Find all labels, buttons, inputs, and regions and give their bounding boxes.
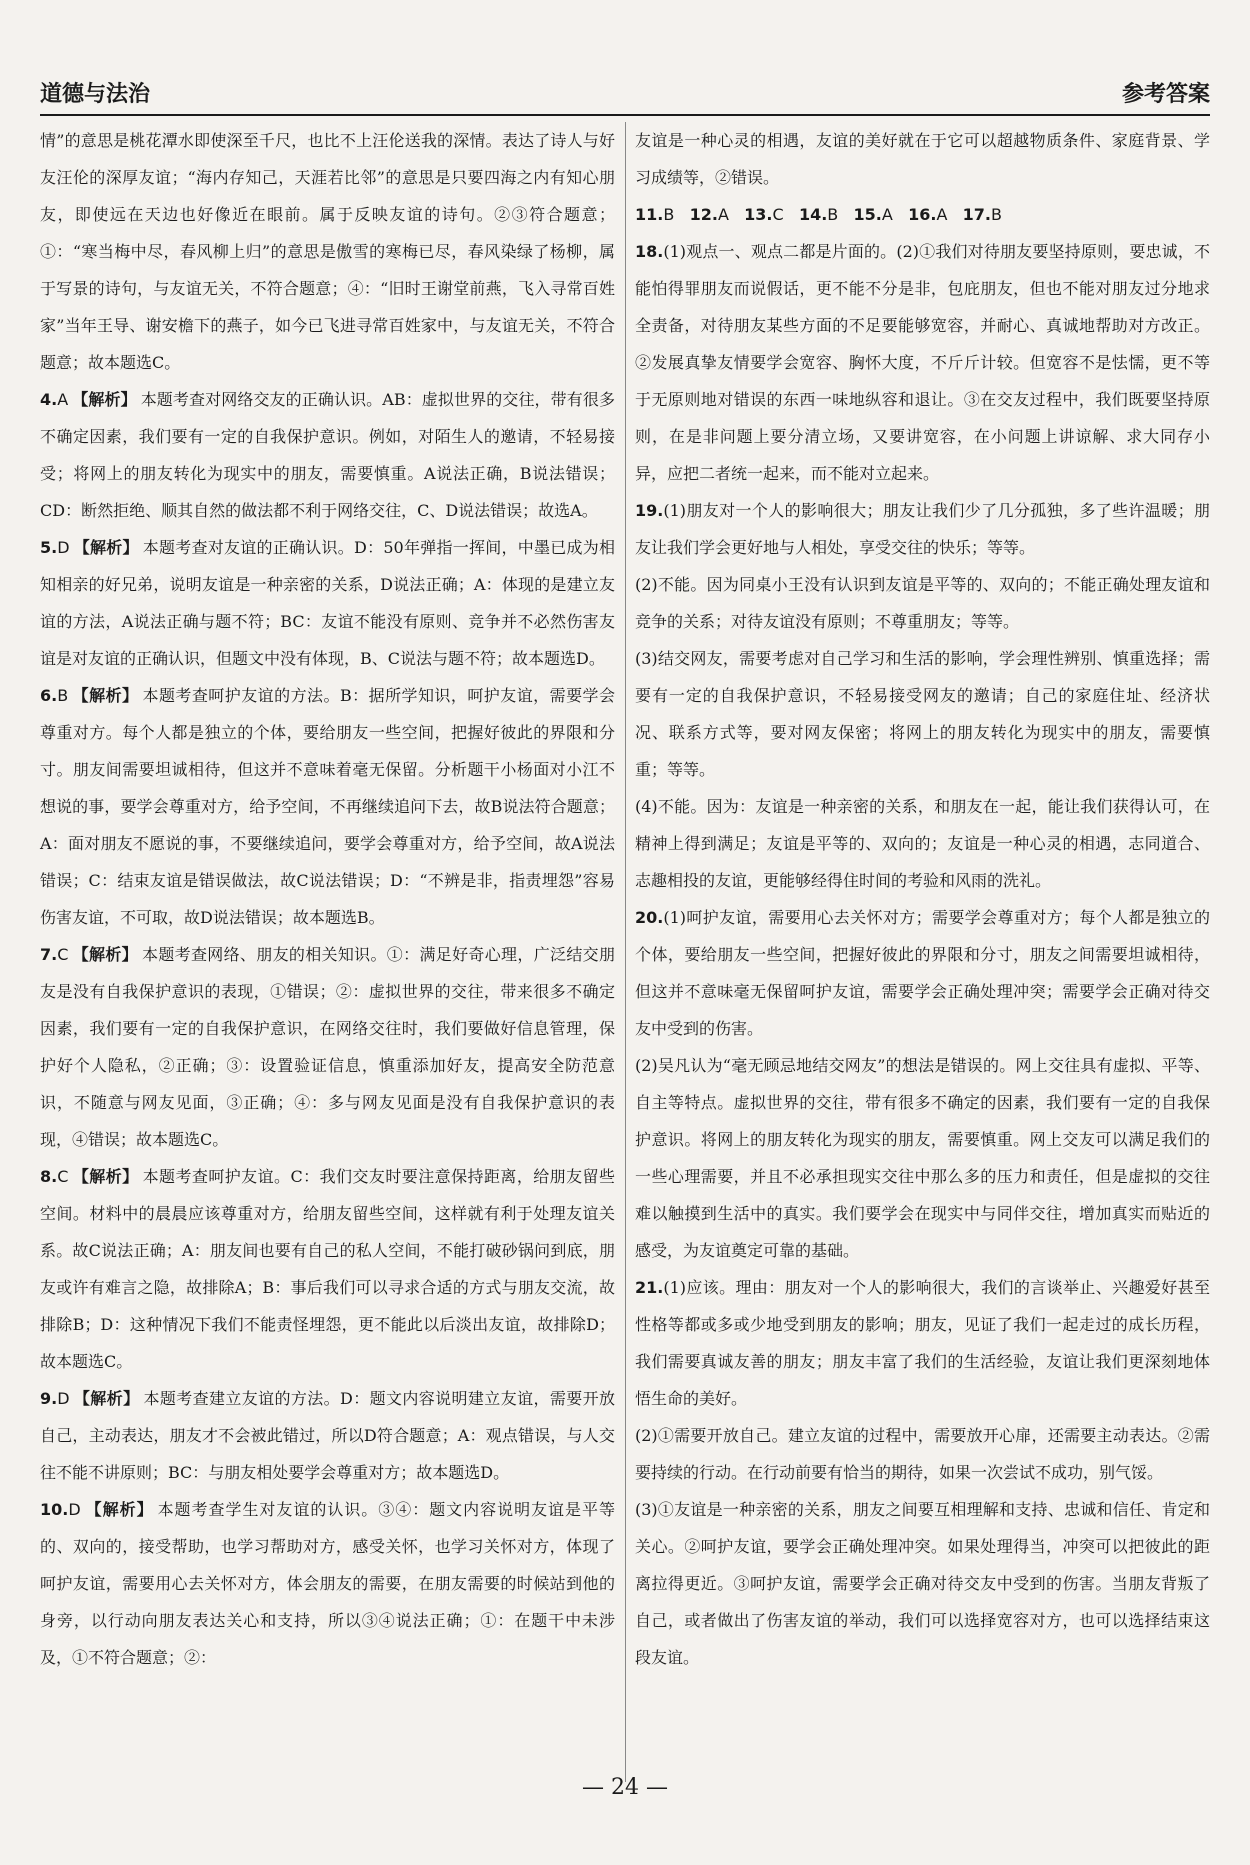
answer-7: 7.C 【解析】 本题考查网络、朋友的相关知识。①：满足好奇心理，广泛结交朋友是没有自我保护意识的表现，①错误；②：虚拟世界的交往，带来很多不确定因素，我们要有一定的自我保护意识，在网络交往时，我们要做好信息管理，保护好个人隐私，②正确；③：设置验证信息，慎重添加好友，提高安全防范意识，不随意与网友见面，③正确；④：多与网友见面是没有自我保护意识的表现，④错误；故本题选C。 [40,945,615,1149]
answer-21-part-2: (2)①需要开放自己。建立友谊的过程中，需要放开心扉，还需要主动表达。②需要持续的行动。在行动前要有恰当的期待，如果一次尝试不成功，别气馁。 [635,1426,1210,1482]
answer-19-part-4: (4)不能。因为：友谊是一种亲密的关系，和朋友在一起，能让我们获得认可，在精神上得到满足；友谊是平等的、双向的；友谊是一种心灵的相遇，志同道合、志趣相投的友谊，更能够经得住时间的考验和风雨的洗礼。 [635,797,1210,890]
subject-title: 道德与法治 [40,82,151,107]
answer-18: 18.(1)观点一、观点二都是片面的。(2)①我们对待朋友要坚持原则，要忠诚，不能怕得罪朋友而说假话，更不能不分是非，包庇朋友，但也不能对朋友过分地求全责备，对待朋友某些方面的不足要能够宽容，并耐心、真诚地帮助对方改正。②发展真挚友情要学会宽容、胸怀大度，不斤斤计较。但宽容不是怯懦，更不等于无原则地对错误的东西一味地纵容和退让。③在交友过程中，我们既要坚持原则，在是非问题上要分清立场，又要讲宽容，在小问题上讲谅解、求大同存小异，应把二者统一起来，而不能对立起来。 [635,242,1210,483]
section-title: 参考答案 [1121,82,1210,107]
answer-3-continued: 情”的意思是桃花潭水即使深至千尺，也比不上汪伦送我的深情。表达了诗人与好友汪伦的深厚友谊；“海内存知己，天涯若比邻”的意思是只要四海之内有知心朋友，即使远在天边也好像近在眼前。属于反映友谊的诗句。②③符合题意；①：“寒当梅中尽，春风柳上归”的意思是傲雪的寒梅已尽，春风染绿了杨柳，属于写景的诗句，与友谊无关，不符合题意；④：“旧时王谢堂前燕，飞入寻常百姓家”当年王导、谢安檐下的燕子，如今已飞进寻常百姓家中，与友谊无关，不符合题意；故本题选C。 [40,131,615,372]
page-header [40,68,1210,116]
answer-20-part-1: 20.(1)呵护友谊，需要用心去关怀对方；需要学会尊重对方；每个人都是独立的个体，要给朋友一些空间，把握好彼此的界限和分寸，朋友之间需要坦诚相待，但这并不意味毫无保留呵护友谊，需要学会正确处理冲突；需要学会正确对待交友中受到的伤害。 [635,908,1210,1038]
answer-10: 10.D 【解析】 本题考查学生对友谊的认识。③④：题文内容说明友谊是平等的、双向的，接受帮助，也学习帮助对方，感受关怀，也学习关怀对方，体现了呵护友谊，需要用心去关怀对方，体会朋友的需要，在朋友需要的时候站到他的身旁，以行动向朋友表达关心和支持，所以③④说法正确；①：在题干中未涉及，①不符合题意；②： [40,1500,615,1667]
choice-answers-11-17: 11.B 12.A 13.C 14.B 15.A 16.A 17.B [635,205,1002,224]
page-number: — 24 — [582,1775,668,1800]
answer-6: 6.B 【解析】 本题考查呵护友谊的方法。B：据所学知识，呵护友谊，需要学会尊重对方。每个人都是独立的个体，要给朋友一些空间，把握好彼此的界限和分寸。朋友间需要坦诚相待，但这并不意味着毫无保留。分析题干小杨面对小江不想说的事，要学会尊重对方，给予空间，不再继续追问下去，故B说法符合题意；A：面对朋友不愿说的事，不要继续追问，要学会尊重对方，给予空间，故A说法错误；C：结束友谊是错误做法，故C说法错误；D：“不辨是非，指责埋怨”容易伤害友谊，不可取，故D说法错误；故本题选B。 [40,686,615,927]
header-rule [40,114,1210,116]
answer-19-part-2: (2)不能。因为同桌小王没有认识到友谊是平等的、双向的；不能正确处理友谊和竞争的关系；对待友谊没有原则；不尊重朋友；等等。 [635,575,1210,631]
left-column [40,122,615,1676]
answer-10-continued: 友谊是一种心灵的相遇，友谊的美好就在于它可以超越物质条件、家庭背景、学习成绩等，②错误。 [635,131,1210,187]
answer-20-part-2: (2)吴凡认为“毫无顾忌地结交网友”的想法是错误的。网上交往具有虚拟、平等、自主等特点。虚拟世界的交往，带有很多不确定的因素，我们要有一定的自我保护意识。将网上的朋友转化为现实的朋友，需要慎重。网上交友可以满足我们的一些心理需要，并且不必承担现实交往中那么多的压力和责任，但是虚拟的交往难以触摸到生活中的真实。我们要学会在现实中与同伴交往，增加真实而贴近的感受，为友谊奠定可靠的基础。 [635,1056,1210,1260]
column-divider [625,122,626,1782]
answer-19-part-1: 19.(1)朋友对一个人的影响很大；朋友让我们少了几分孤独，多了些许温暖；朋友让我们学会更好地与人相处，享受交往的快乐；等等。 [635,501,1210,557]
answer-21-part-3: (3)①友谊是一种亲密的关系，朋友之间要互相理解和支持、忠诚和信任、肯定和关心。②呵护友谊，要学会正确处理冲突。如果处理得当，冲突可以把彼此的距离拉得更近。③呵护友谊，需要学会正确对待交友中受到的伤害。当朋友背叛了自己，或者做出了伤害友谊的举动，我们可以选择宽容对方，也可以选择结束这段友谊。 [635,1500,1210,1667]
answer-5: 5.D 【解析】 本题考查对友谊的正确认识。D：50年弹指一挥间，中墨已成为相知相亲的好兄弟，说明友谊是一种亲密的关系，D说法正确；A：体现的是建立友谊的方法，A说法正确与题不符；BC：友谊不能没有原则、竞争并不必然伤害友谊是对友谊的正确认识，但题文中没有体现，B、C说法与题不符；故本题选D。 [40,538,615,668]
answer-9: 9.D 【解析】 本题考查建立友谊的方法。D：题文内容说明建立友谊，需要开放自己，主动表达，朋友才不会被此错过，所以D符合题意；A：观点错误，与人交往不能不讲原则；BC：与朋友相处要学会尊重对方；故本题选D。 [40,1389,615,1482]
answer-4: 4.A 【解析】 本题考查对网络交友的正确认识。AB：虚拟世界的交往，带有很多不确定因素，我们要有一定的自我保护意识。例如，对陌生人的邀请，不轻易接受；将网上的朋友转化为现实中的朋友，需要慎重。A说法正确，B说法错误；CD：断然拒绝、顺其自然的做法都不利于网络交往，C、D说法错误；故选A。 [40,390,615,520]
answer-19-part-3: (3)结交网友，需要考虑对自己学习和生活的影响，学会理性辨别、慎重选择；需要有一定的自我保护意识，不轻易接受网友的邀请；自己的家庭住址、经济状况、联系方式等，要对网友保密；将网上的朋友转化为现实中的朋友，需要慎重；等等。 [635,649,1210,779]
answer-body [40,122,1210,1782]
answer-21-part-1: 21.(1)应该。理由：朋友对一个人的影响很大，我们的言谈举止、兴趣爱好甚至性格等都或多或少地受到朋友的影响；朋友，见证了我们一起走过的成长历程，我们需要真诚友善的朋友；朋友丰富了我们的生活经验，友谊让我们更深刻地体悟生命的美好。 [635,1278,1210,1408]
right-column [635,122,1210,1676]
answer-8: 8.C 【解析】 本题考查呵护友谊。C：我们交友时要注意保持距离，给朋友留些空间。材料中的晨晨应该尊重对方，给朋友留些空间，这样就有利于处理友谊关系。故C说法正确；A：朋友间也要有自己的私人空间，不能打破砂锅问到底，朋友或许有难言之隐，故排除A；B：事后我们可以寻求合适的方式与朋友交流，故排除B；D：这种情况下我们不能责怪埋怨，更不能此以后淡出友谊，故排除D；故本题选C。 [40,1167,615,1371]
